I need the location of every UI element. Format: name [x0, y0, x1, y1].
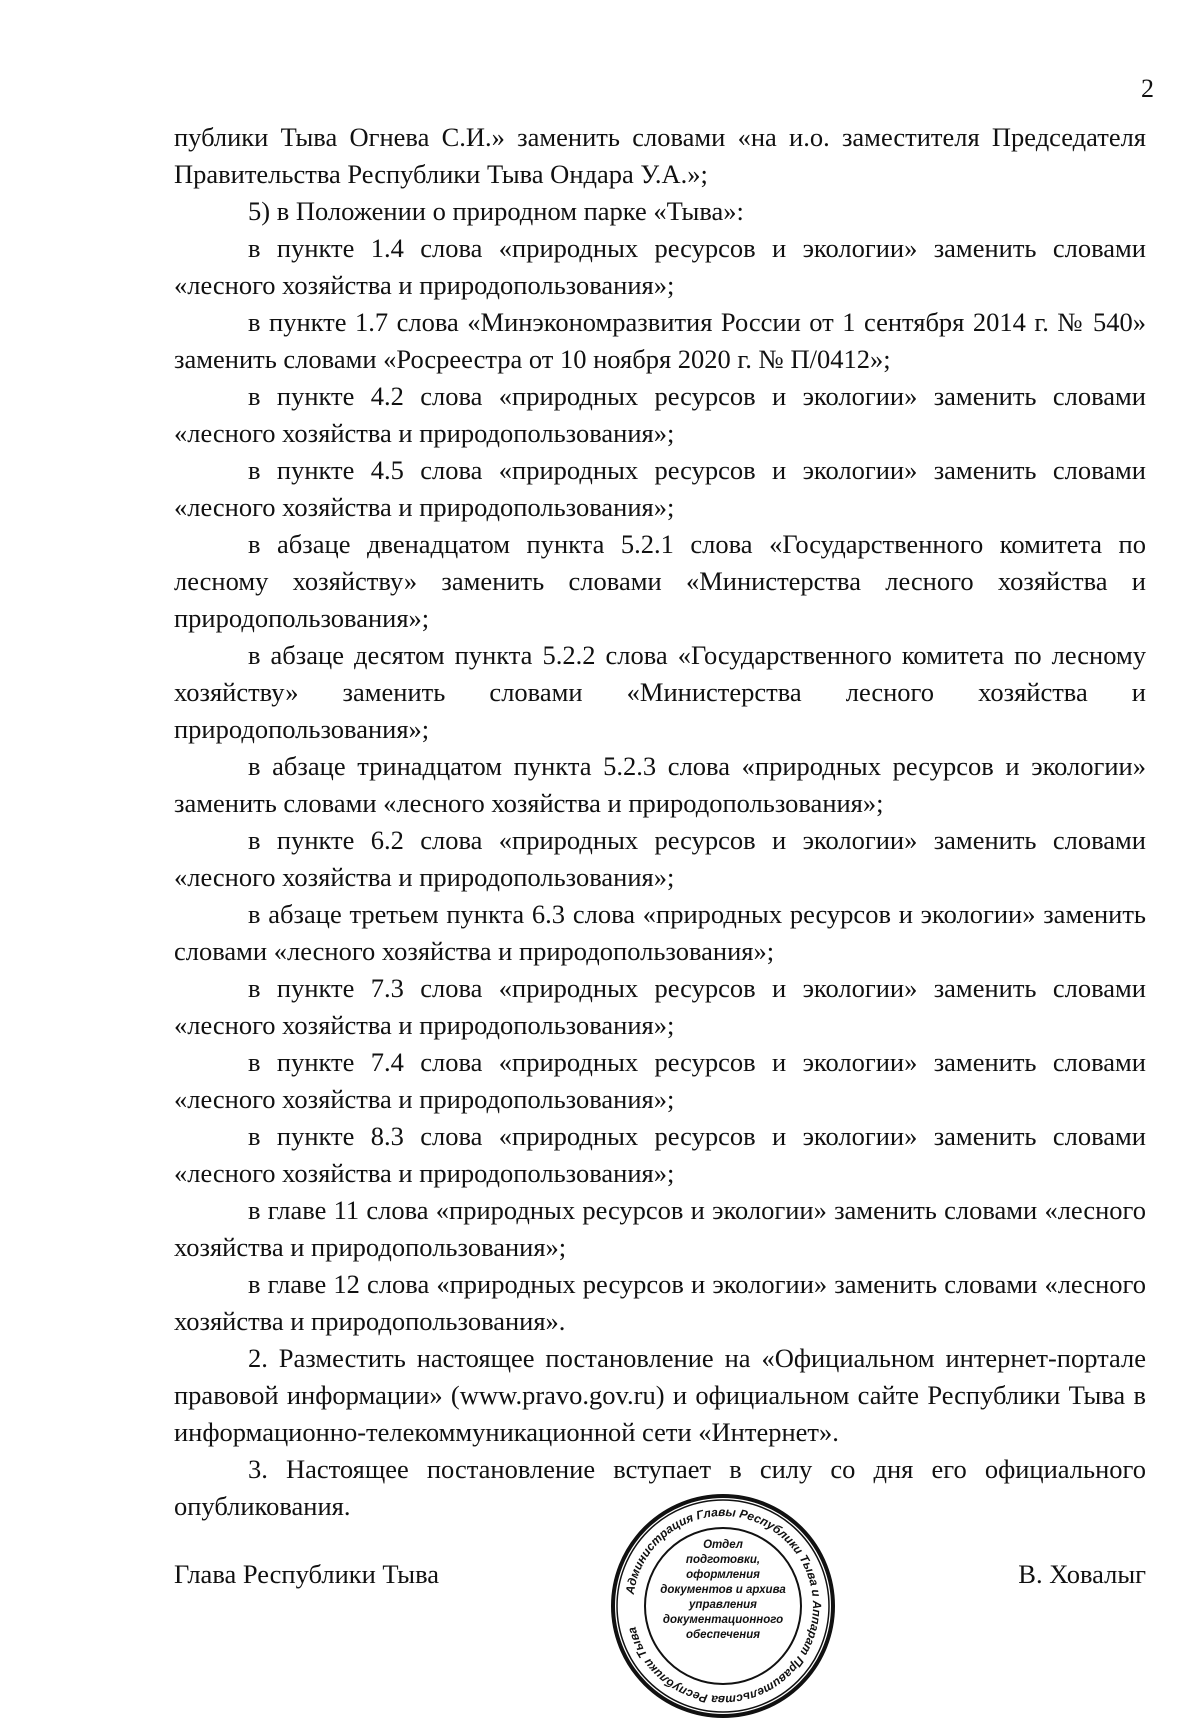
paragraph: в абзаце двенадцатом пункта 5.2.1 слова «Государственного комитета по лесному хозяйству» заменить словами «Министерства лесного хозяйства и природопользования»; — [174, 529, 1146, 633]
paragraph: в пункте 6.2 слова «природных ресурсов и экологии» заменить словами «лесного хозяйства и природопользования»; — [174, 825, 1146, 892]
signer-title: Глава Республики Тыва — [174, 1559, 440, 1589]
paragraph: в абзаце третьем пункта 6.3 слова «природных ресурсов и экологии» заменить словами «лесного хозяйства и природопользования»; — [174, 899, 1146, 966]
seal-inner-line: оформления — [686, 1569, 760, 1581]
seal-inner-text — [653, 1538, 793, 1643]
paragraph: в главе 11 слова «природных ресурсов и экологии» заменить словами «лесного хозяйства и природопользования»; — [174, 1195, 1146, 1262]
seal-inner-line: подготовки, — [685, 1554, 761, 1566]
paragraph: в пункте 4.5 слова «природных ресурсов и экологии» заменить словами «лесного хозяйства и природопользования»; — [174, 455, 1146, 522]
paragraph: публики Тыва Огнева С.И.» заменить словами «на и.о. заместителя Председателя Правительства Республики Тыва Ондара У.А.»; — [174, 122, 1146, 189]
seal-inner-line: документов и архива — [660, 1584, 786, 1596]
document-body — [174, 119, 1146, 1525]
seal-inner-line: Отдел — [703, 1539, 743, 1551]
paragraph: в главе 12 слова «природных ресурсов и экологии» заменить словами «лесного хозяйства и природопользования». — [174, 1269, 1146, 1336]
paragraph: в абзаце тринадцатом пункта 5.2.3 слова «природных ресурсов и экологии» заменить словами «лесного хозяйства и природопользования»; — [174, 751, 1146, 818]
official-seal-stamp — [609, 1492, 837, 1720]
paragraph: в пункте 1.7 слова «Минэкономразвития России от 1 сентября 2014 г. № 540» заменить словами «Росреестра от 10 ноября 2020 г. № П/0412»; — [174, 307, 1146, 374]
paragraph: в пункте 7.4 слова «природных ресурсов и экологии» заменить словами «лесного хозяйства и природопользования»; — [174, 1047, 1146, 1114]
signer-name: В. Ховалыг — [1018, 1559, 1146, 1589]
seal-inner-line: обеспечения — [685, 1629, 761, 1641]
paragraph: в абзаце десятом пункта 5.2.2 слова «Государственного комитета по лесному хозяйству» заменить словами «Министерства лесного хозяйства и природопользования»; — [174, 640, 1146, 744]
paragraph: в пункте 4.2 слова «природных ресурсов и экологии» заменить словами «лесного хозяйства и природопользования»; — [174, 381, 1146, 448]
paragraph: 3. Настоящее постановление вступает в силу со дня его официального опубликования. — [174, 1454, 1146, 1521]
paragraph: в пункте 7.3 слова «природных ресурсов и экологии» заменить словами «лесного хозяйства и природопользования»; — [174, 973, 1146, 1040]
paragraph: 2. Разместить настоящее постановление на «Официальном интернет-портале правовой информации» (www.pravo.gov.ru) и официальном сайте Республики Тыва в информационно-телекоммуникационной сети «Интернет». — [174, 1343, 1146, 1447]
seal-inner-line: управления — [689, 1599, 757, 1611]
page-number: 2 — [1141, 74, 1154, 103]
paragraph: в пункте 8.3 слова «природных ресурсов и экологии» заменить словами «лесного хозяйства и природопользования»; — [174, 1121, 1146, 1188]
paragraph: в пункте 1.4 слова «природных ресурсов и экологии» заменить словами «лесного хозяйства и природопользования»; — [174, 233, 1146, 300]
seal-inner-line: документационного — [662, 1614, 784, 1626]
paragraph: 5) в Положении о природном парке «Тыва»: — [248, 196, 744, 226]
seal-ring-text: Администрация Главы Республики Тыва и Аппарат Правительства Республики Тыва — [622, 1504, 825, 1708]
